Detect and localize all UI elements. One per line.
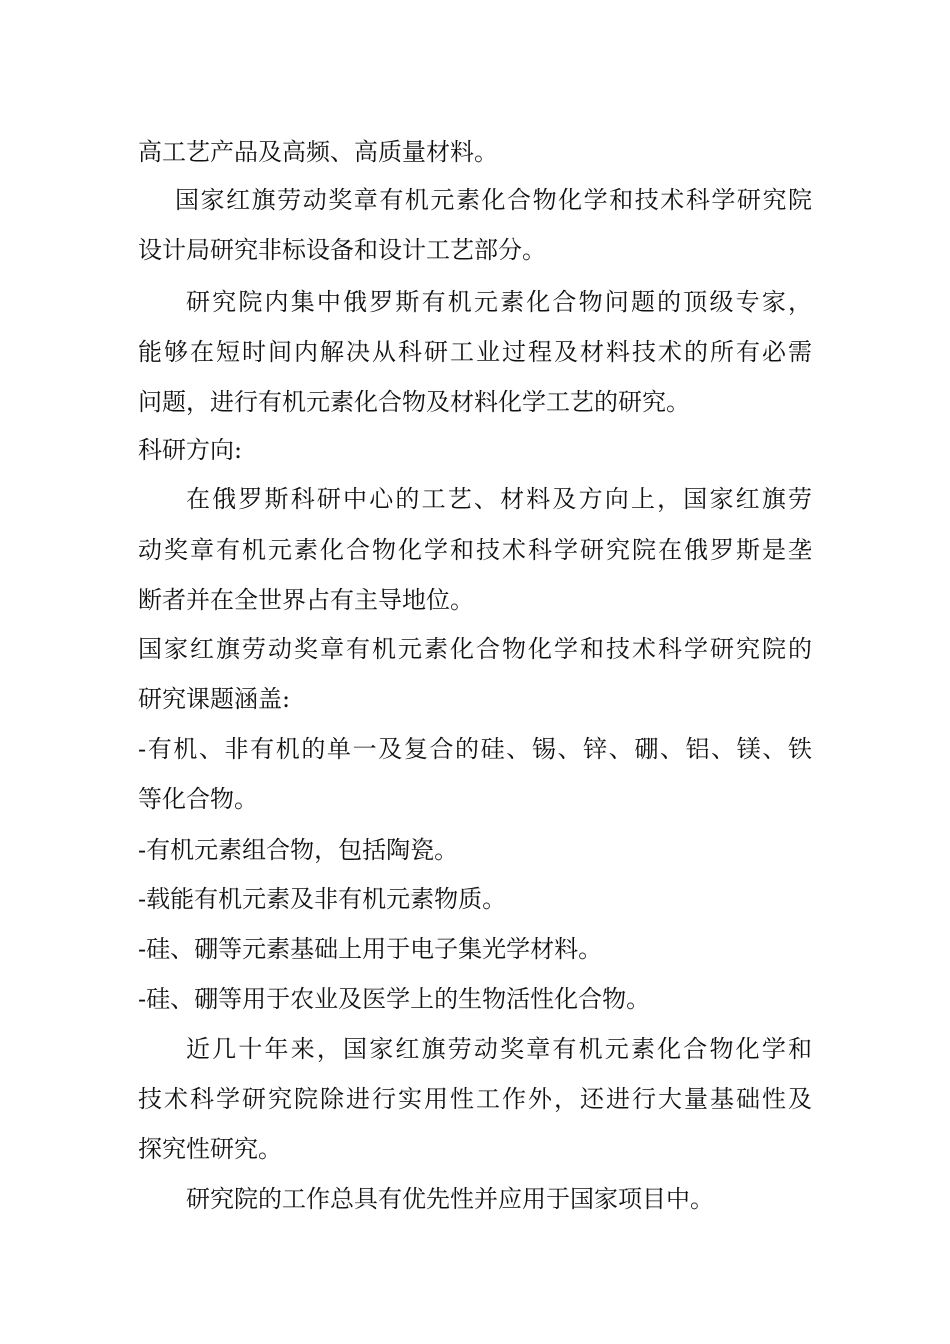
text-line: 高工艺产品及高频、高质量材料。 [138, 138, 498, 166]
text-line: -硅、硼等元素基础上用于电子集光学材料。 [138, 935, 603, 963]
text-line: -有机、非有机的单一及复合的硅、锡、锌、硼、铝、镁、铁 [138, 735, 812, 763]
text-line: -载能有机元素及非有机元素物质。 [138, 885, 507, 913]
text-line: -有机元素组合物，包括陶瓷。 [138, 836, 459, 864]
text-line: 在俄罗斯科研中心的工艺、材料及方向上，国家红旗劳 [186, 485, 812, 513]
text-line: 国家红旗劳动奖章有机元素化合物化学和技术科学研究院的 [138, 635, 812, 663]
text-line: 问题，进行有机元素化合物及材料化学工艺的研究。 [138, 388, 690, 416]
text-line: 科研方向: [138, 436, 243, 464]
text-line: 国家红旗劳动奖章有机元素化合物化学和技术科学研究院 [175, 186, 812, 214]
text-line: 探究性研究。 [138, 1135, 282, 1163]
text-line: 研究院内集中俄罗斯有机元素化合物问题的顶级专家， [186, 288, 812, 316]
text-line: 技术科学研究院除进行实用性工作外，还进行大量基础性及 [138, 1085, 812, 1113]
text-line: 近几十年来，国家红旗劳动奖章有机元素化合物化学和 [186, 1035, 812, 1063]
text-line: 设计局研究非标设备和设计工艺部分。 [138, 236, 546, 264]
text-line: 研究课题涵盖: [138, 685, 291, 713]
text-line: 等化合物。 [138, 785, 258, 813]
text-line: 研究院的工作总具有优先性并应用于国家项目中。 [186, 1185, 714, 1213]
text-line: 动奖章有机元素化合物化学和技术科学研究院在俄罗斯是垄 [138, 536, 812, 564]
text-line: -硅、硼等用于农业及医学上的生物活性化合物。 [138, 985, 651, 1013]
text-line: 断者并在全世界占有主导地位。 [138, 586, 474, 614]
text-line: 能够在短时间内解决从科研工业过程及材料技术的所有必需 [138, 338, 812, 366]
